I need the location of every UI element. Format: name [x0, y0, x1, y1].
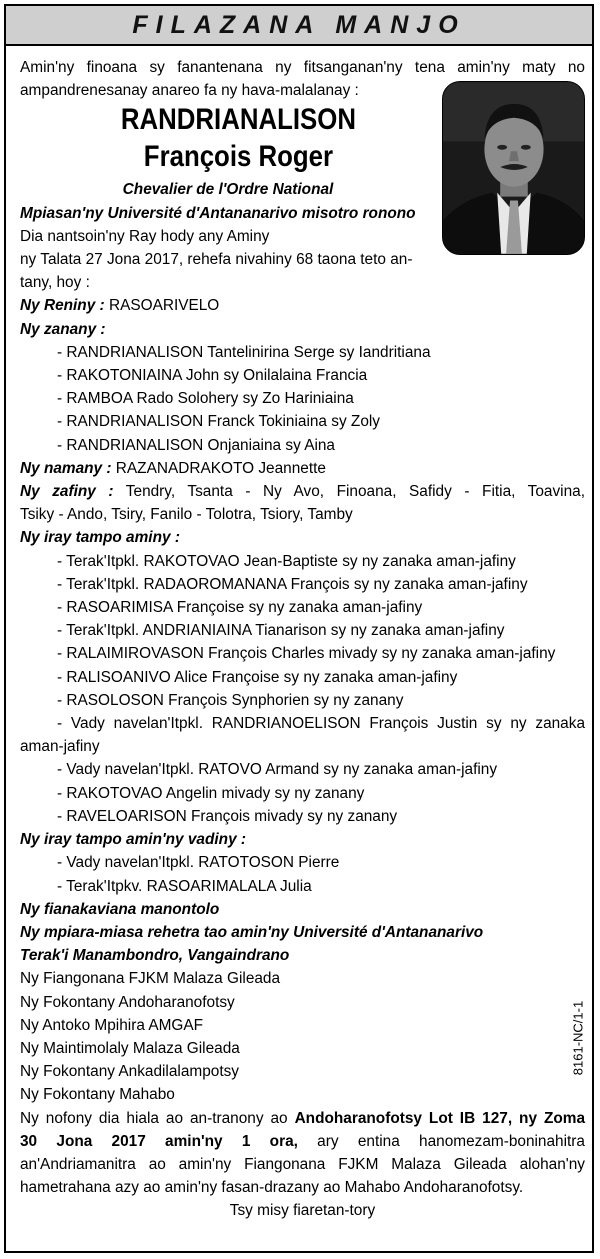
intro-line-1: Amin'ny finoana sy fanantenana ny fitsanganan'ny tena amin'ny maty no [20, 59, 585, 76]
intro-line-2: ampandrenesanay anareo fa ny hava-malalanay : [20, 82, 359, 100]
burial-text-2: ary entina hanomezam-boninahitra [297, 1132, 585, 1150]
group-line: Ny Maintimolaly Malaza Gileada [20, 1039, 240, 1057]
group-line: Ny Fokontany Ankadilalampotsy [20, 1063, 240, 1081]
iray-tampo-item: - Vady navelan'Itpkl. RATOVO Armand sy ny zanaka aman-jafiny [57, 761, 498, 779]
iray-tampo-label: Ny iray tampo aminy : [20, 529, 180, 547]
group-bold: Ny mpiara-miasa rehetra tao amin'ny Université d'Antananarivo [20, 923, 484, 941]
zanany-item: - RAKOTONIAINA John sy Onilalaina Francia [57, 367, 368, 385]
burial-line-3: an'Andriamanitra ao amin'ny Fiangonana FJKM Malaza Gileada alohan'ny [20, 1155, 585, 1173]
reniny-value: RASOARIVELO [104, 297, 220, 315]
death-line-2: ny Talata 27 Jona 2017, rehefa nivahiny 68 taona teto an-tany, hoy : [20, 251, 413, 292]
iray-tampo-long-item-1: - Vady navelan'Itpkl. RANDRIANOELISON François Justin sy ny zanaka [57, 715, 585, 733]
burial-location: Andoharanofotsy Lot IB 127, ny Zoma [294, 1109, 586, 1127]
iray-tampo-vadiny-item: - Terak'Itpkv. RASOARIMALALA Julia [57, 877, 312, 895]
iray-tampo-item: - RAVELOARISON François mivady sy ny zanany [57, 807, 398, 825]
group-bold: Ny fianakaviana manontolo [20, 900, 220, 918]
group-line: Ny Antoko Mpihira AMGAF [20, 1016, 204, 1034]
burial-line-1 [20, 1107, 585, 1130]
zafiny-line-1 [20, 480, 585, 503]
burial-text-1: Ny nofony dia hiala ao an-tranony ao [20, 1109, 295, 1127]
namany-value: RAZANADRAKOTO Jeannette [111, 459, 326, 477]
deceased-position: Mpiasan'ny Université d'Antananarivo misotro ronono [20, 204, 416, 222]
iray-tampo-item: - Terak'Itpkl. RADAOROMANANA François sy ny zanaka aman-jafiny [57, 575, 528, 593]
namany-line [20, 457, 585, 480]
iray-tampo-long-item-2: aman-jafiny [20, 738, 100, 756]
ad-code [566, 1000, 590, 1076]
iray-tampo-vadiny-label: Ny iray tampo amin'ny vadiny : [20, 831, 247, 849]
group-line: Ny Fokontany Andoharanofotsy [20, 993, 235, 1011]
zanany-item: - RANDRIANALISON Franck Tokiniaina sy Zoly [57, 413, 381, 431]
reniny-line [20, 294, 585, 317]
ad-code-text: 8161-NC/1-1 [570, 1000, 586, 1076]
deceased-given-names: François Roger [143, 140, 334, 174]
iray-tampo-item: - RAKOTOVAO Angelin mivady sy ny zanany [57, 784, 365, 802]
iray-tampo-item: - Terak'Itpkl. RAKOTOVAO Jean-Baptiste sy ny zanaka aman-jafiny [57, 552, 516, 570]
zafiny-label: Ny zafiny : [20, 483, 114, 501]
group-bold: Terak'i Manambondro, Vangaindrano [20, 947, 290, 965]
deceased-honour: Chevalier de l'Ordre National [122, 181, 334, 199]
zanany-item: - RAMBOA Rado Solohery sy Zo Hariniaina [57, 390, 354, 408]
closing-line: Tsy misy fiaretan-tory [229, 1202, 376, 1220]
zanany-label: Ny zanany : [20, 320, 106, 338]
iray-tampo-item: - Terak'Itpkl. ANDRIANIAINA Tianarison sy ny zanaka aman-jafiny [57, 622, 505, 640]
notice-title: FILAZANA MANJO [132, 10, 466, 39]
burial-line-2 [20, 1130, 585, 1153]
death-line-1: Dia nantsoin'ny Ray hody any Aminy [20, 227, 270, 245]
namany-label: Ny namany : [20, 459, 112, 477]
notice-body [20, 56, 585, 1223]
zanany-item: - RANDRIANALISON Onjaniaina sy Aina [57, 436, 335, 454]
notice-banner [4, 4, 594, 46]
iray-tampo-item: - RALAIMIROVASON François Charles mivady sy ny zanaka aman-jafiny [57, 645, 556, 663]
iray-tampo-item: - RALISOANIVO Alice Françoise sy ny zanaka aman-jafiny [57, 668, 458, 686]
reniny-label: Ny Reniny : [20, 297, 105, 315]
deceased-surname: RANDRIANALISON [120, 103, 356, 137]
zafiny-value-1: Tendry, Tsanta - Ny Avo, Finoana, Safidy - Fitia, Toavina, [113, 483, 585, 501]
burial-line-4: hametrahana azy ao amin'ny fasan-drazany ao Mahabo Andoharanofotsy. [20, 1179, 524, 1197]
burial-date: 30 Jona 2017 amin'ny 1 ora, [20, 1132, 298, 1150]
iray-tampo-item: - RASOLOSON François Synphorien sy ny zanany [57, 691, 404, 709]
group-line: Ny Fokontany Mahabo [20, 1086, 175, 1104]
group-line: Ny Fiangonana FJKM Malaza Gileada [20, 970, 281, 988]
zafiny-line-2: Tsiky - Ando, Tsiry, Fanilo - Tolotra, Tsiory, Tamby [20, 506, 353, 524]
iray-tampo-item: - RASOARIMISA Françoise sy ny zanaka aman-jafiny [57, 599, 423, 617]
iray-tampo-vadiny-item: - Vady navelan'Itpkl. RATOTOSON Pierre [57, 854, 340, 872]
zanany-item: - RANDRIANALISON Tantelinirina Serge sy Iandritiana [57, 343, 431, 361]
